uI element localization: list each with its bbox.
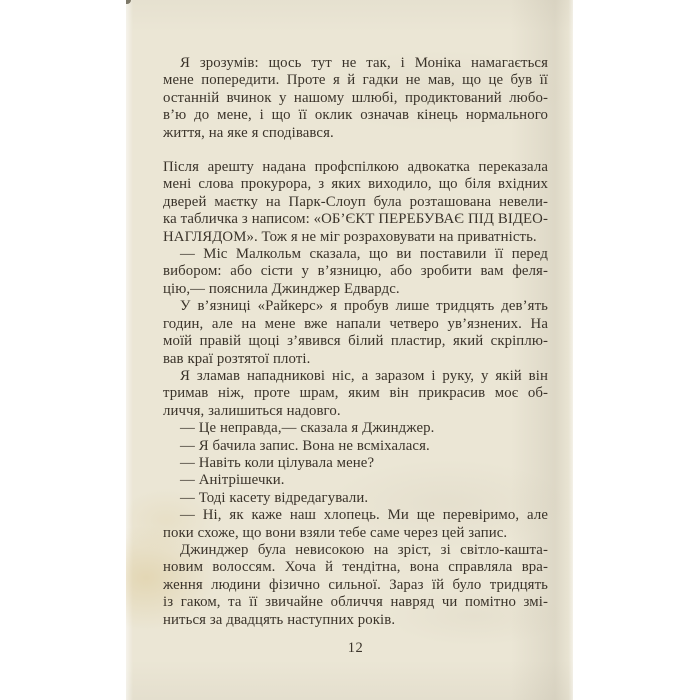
text-line: У в’язниці «Райкерс» я пробув лише тридцять дев’ять bbox=[180, 298, 548, 315]
text-line: цію,— пояснила Джинджер Едвардс. bbox=[163, 280, 400, 297]
text-line: — Міс Малкольм сказала, що ви поставили її перед bbox=[180, 246, 548, 263]
text-line: Я зрозумів: щось тут не так, і Моніка намагається bbox=[180, 55, 548, 71]
page-edge-speck bbox=[126, 0, 131, 4]
text-line: новим волоссям. Хоча й тендітна, вона справляла вра- bbox=[163, 559, 548, 576]
paragraph bbox=[163, 472, 548, 489]
text-line: годин, але на мене вже напали четверо ув’язнених. На bbox=[163, 315, 548, 332]
text-line: — Я бачила запис. Вона не всміхалася. bbox=[180, 437, 430, 454]
paragraph bbox=[163, 507, 548, 542]
text-line: Джинджер була невисокою на зріст, зі світло-кашта- bbox=[180, 541, 548, 558]
paragraph bbox=[163, 438, 548, 455]
paragraph bbox=[163, 455, 548, 472]
text-line: ка табличка з написом: «ОБ’ЄКТ ПЕРЕБУВАЄ ПІД ВІДЕО- bbox=[163, 211, 548, 228]
text-line: вибором: або сісти у в’язницю, або зробити вам феля- bbox=[163, 263, 548, 280]
text-line: ниться за двадцять наступних років. bbox=[163, 611, 396, 628]
text-line: останній вчинок у нашому шлюбі, продиктований любо- bbox=[163, 89, 548, 106]
paragraph bbox=[163, 159, 548, 246]
paragraph bbox=[163, 542, 548, 629]
paragraph bbox=[163, 55, 548, 142]
text-line: — Це неправда,— сказала я Джинджер. bbox=[180, 420, 435, 437]
text-line: поки схоже, що вони взяли тебе саме через цей запис. bbox=[163, 524, 508, 541]
text-line: в’ю до мене, і що її оклик означав кінець нормального bbox=[163, 107, 548, 124]
text-line: НАГЛЯДОМ». Тож я не міг розраховувати на приватність. bbox=[163, 228, 537, 245]
text-line: моїй правій щоці з’явився білий пластир, який скріплю- bbox=[163, 333, 548, 350]
paragraph bbox=[163, 368, 548, 420]
text-line: Після арешту надана профспілкою адвокатка переказала bbox=[163, 159, 548, 176]
page-text bbox=[163, 55, 548, 629]
text-line: тримав ніж, проте шрам, яким він прикрасив моє об- bbox=[163, 385, 548, 402]
text-line: мене попередити. Проте я й гадки не мав, що це був її bbox=[163, 72, 548, 89]
text-line: — Анітрішечки. bbox=[180, 472, 285, 489]
text-line: — Ні, як каже наш хлопець. Ми ще перевіримо, але bbox=[180, 507, 548, 524]
text-line: життя, на яке я сподівався. bbox=[163, 124, 334, 141]
text-line: ження людини фізично сильної. Зараз їй було тридцять bbox=[163, 576, 548, 593]
text-line: дверей маєтку на Парк-Слоуп була розташована невели- bbox=[163, 193, 548, 210]
text-line: мені слова прокурора, з яких виходило, що біля вхідних bbox=[163, 176, 548, 193]
page-number: 12 bbox=[347, 640, 364, 656]
text-line: із гаком, та її звичайне обличчя навряд чи помітно змі- bbox=[163, 594, 548, 611]
text-line: Я зламав нападникові ніс, а заразом і руку, у якій він bbox=[180, 367, 548, 384]
paragraph bbox=[163, 298, 548, 368]
paragraph bbox=[163, 490, 548, 507]
book-page bbox=[126, 0, 573, 700]
text-line: — Тоді касету відредагували. bbox=[180, 489, 369, 506]
paragraph bbox=[163, 246, 548, 298]
text-line: личчя, залишиться надовго. bbox=[163, 402, 341, 419]
paragraph bbox=[163, 420, 548, 437]
text-line: вав краї розтятої плоті. bbox=[163, 350, 311, 367]
text-line: — Навіть коли цілувала мене? bbox=[180, 454, 375, 471]
